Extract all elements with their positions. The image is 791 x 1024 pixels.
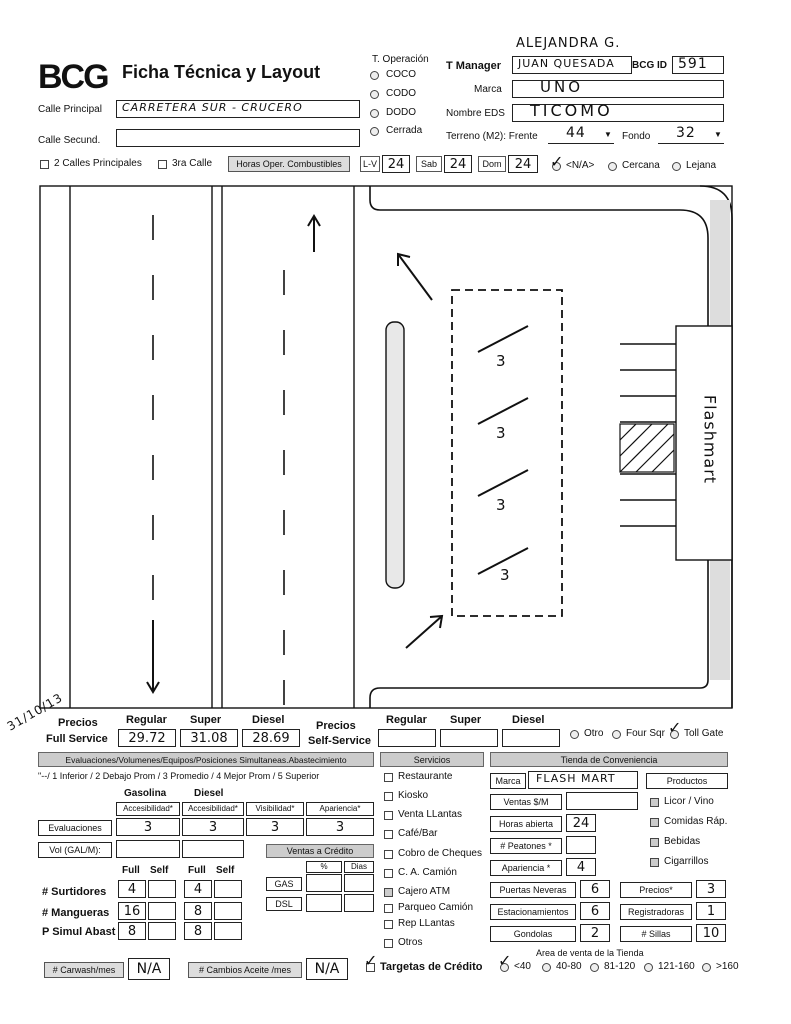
bcg-id-label: BCG ID: [632, 60, 667, 71]
parqueo-camion-checkbox[interactable]: [384, 904, 393, 913]
area-checkmark-icon: ✓: [498, 953, 512, 970]
bebidas-label: Bebidas: [664, 836, 701, 847]
four-sqr-label: Four Sqr: [626, 728, 665, 739]
comidas-rap-label: Comidas Ráp.: [664, 816, 728, 827]
full-service-label: Full Service: [46, 733, 108, 745]
dsl-credit-pct[interactable]: [306, 894, 342, 912]
tienda-precios-field[interactable]: 3: [696, 880, 726, 898]
simul-label: P Simul Abast: [42, 926, 116, 938]
lejana-label: Lejana: [686, 160, 717, 171]
precios-full-label: Precios: [58, 717, 98, 729]
self-service-label: Self-Service: [308, 735, 371, 747]
marca-label: Marca: [474, 84, 502, 95]
registradoras-field[interactable]: 1: [696, 902, 726, 920]
cercana-label: Cercana: [622, 160, 660, 171]
full-gas-label: Full: [122, 865, 140, 876]
self-diesel-field[interactable]: [502, 729, 560, 747]
tienda-marca-label: Marca: [490, 773, 526, 789]
cerrada-label: Cerrada: [386, 125, 423, 136]
gasolina-label: Gasolina: [124, 788, 167, 799]
restaurante-checkbox[interactable]: [384, 773, 393, 782]
t-operacion-label: T. Operación: [372, 54, 429, 65]
fondo-chevron-down-icon[interactable]: ▼: [714, 130, 722, 139]
sillas-label: # Sillas: [620, 926, 692, 942]
full-regular-field[interactable]: 29.72: [118, 729, 176, 747]
visibilidad-label: Visibilidad*: [246, 802, 304, 816]
cobro-cheques-checkbox[interactable]: [384, 850, 393, 859]
area-40-80-label: 40-80: [556, 961, 582, 972]
diesel-label-self: Diesel: [512, 714, 545, 726]
t-manager-label: T Manager: [446, 60, 502, 72]
ventas-credito-header: Ventas a Crédito: [266, 844, 374, 858]
toll-gate-label: Toll Gate: [684, 728, 724, 739]
super-label-self: Super: [450, 714, 482, 726]
eval-accesibilidad-dsl[interactable]: 3: [182, 818, 244, 836]
lv-field[interactable]: 24: [382, 155, 410, 173]
mangueras-gas-full[interactable]: 16: [118, 902, 146, 920]
servicios-header: Servicios: [380, 752, 484, 767]
pump-2-value: 3: [496, 424, 507, 442]
t-manager-value: JUAN QUESADA: [518, 57, 615, 70]
area-81-120-label: 81-120: [604, 961, 636, 972]
surtidores-gas-self[interactable]: [148, 880, 176, 898]
evaluaciones-label: Evaluaciones: [38, 820, 112, 836]
marca-value: UNO: [540, 78, 584, 96]
dias-label: Dias: [344, 861, 374, 873]
apariencia-label: Apariencia*: [306, 802, 374, 816]
full-diesel-field[interactable]: 28.69: [242, 729, 300, 747]
full-super-field[interactable]: 31.08: [180, 729, 238, 747]
vol-dsl-field[interactable]: [182, 840, 244, 858]
otros-label: Otros: [398, 937, 423, 948]
regular-label-full: Regular: [126, 714, 167, 726]
otro-radio[interactable]: [570, 730, 579, 739]
codo-label: CODO: [386, 88, 416, 99]
puertas-neveras-label: Puertas Neveras: [490, 882, 576, 898]
estacionamientos-field[interactable]: 6: [580, 902, 610, 920]
eval-accesibilidad-gas[interactable]: 3: [116, 818, 180, 836]
gas-credit-dias[interactable]: [344, 874, 374, 892]
simul-dsl-self[interactable]: [214, 922, 242, 940]
cigarrillos-checkbox[interactable]: [650, 858, 659, 867]
lv-label: L-V: [360, 156, 380, 172]
na-label: <N/A>: [566, 160, 595, 171]
venta-llantas-label: Venta LLantas: [398, 809, 462, 820]
coco-label: COCO: [386, 69, 416, 80]
exit-arrow-icon: [398, 254, 432, 300]
evaluaciones-header: Evaluaciones/Volumenes/Equipos/Posiciones Simultaneas.Abastecimiento: [38, 752, 374, 767]
carwash-field[interactable]: N/A: [128, 958, 170, 980]
area-121-160-radio[interactable]: [644, 963, 653, 972]
calle-principal-label: Calle Principal: [38, 104, 102, 115]
venta-llantas-checkbox[interactable]: [384, 811, 393, 820]
rep-llantas-label: Rep LLantas: [398, 918, 455, 929]
dodo-label: DODO: [386, 107, 416, 118]
full-dsl-label: Full: [188, 865, 206, 876]
sab-label: Sab: [416, 156, 442, 172]
tienda-marca-value: FLASH MART: [536, 772, 616, 785]
restaurante-label: Restaurante: [398, 771, 453, 782]
frente-chevron-down-icon[interactable]: ▼: [604, 130, 612, 139]
pump-3-value: 3: [496, 496, 507, 514]
self-regular-field[interactable]: [378, 729, 436, 747]
parking-stripes: [620, 344, 676, 526]
carwash-button[interactable]: # Carwash/mes: [44, 962, 124, 978]
bcg-logo: BCG: [38, 58, 108, 96]
vol-gas-field[interactable]: [116, 840, 180, 858]
t-manager-note: ALEJANDRA G.: [516, 36, 621, 51]
mangueras-gas-self[interactable]: [148, 902, 176, 920]
island: [386, 322, 404, 588]
ventas-field[interactable]: [566, 792, 638, 810]
cajero-atm-label: Cajero ATM: [398, 886, 451, 897]
diesel-eval-label: Diesel: [194, 788, 224, 799]
page-title: Ficha Técnica y Layout: [122, 62, 321, 82]
toll-gate-checkmark-icon: ✓: [668, 720, 682, 737]
tienda-header: Tienda de Conveniencia: [490, 752, 728, 767]
tienda-apariencia-label: Apariencia *: [490, 860, 562, 876]
licor-vino-label: Licor / Vino: [664, 796, 714, 807]
comidas-rap-checkbox[interactable]: [650, 818, 659, 827]
pump-4-value: 3: [500, 566, 511, 584]
rep-llantas-checkbox[interactable]: [384, 920, 393, 929]
diesel-label-full: Diesel: [252, 714, 285, 726]
dos-calles-label: 2 Calles Principales: [54, 158, 142, 169]
pct-label: %: [306, 861, 342, 873]
calle-principal-value: CARRETERA SUR - CRUCERO: [122, 101, 303, 114]
ca-camion-checkbox[interactable]: [384, 869, 393, 878]
targetas-credito-label: Targetas de Crédito: [380, 961, 483, 973]
otros-checkbox[interactable]: [384, 939, 393, 948]
area-venta-label: Area de venta de la Tienda: [536, 948, 644, 958]
kiosko-checkbox[interactable]: [384, 792, 393, 801]
precios-self-label: Precios: [316, 720, 356, 732]
cambios-aceite-button[interactable]: # Cambios Aceite /mes: [188, 962, 302, 978]
tienda-apariencia-field[interactable]: 4: [566, 858, 596, 876]
simul-gas-self[interactable]: [148, 922, 176, 940]
parqueo-camion-label: Parqueo Camión: [398, 902, 474, 913]
regular-label-self: Regular: [386, 714, 427, 726]
ventas-label: Ventas $/M: [490, 794, 562, 810]
surtidores-label: # Surtidores: [42, 886, 107, 898]
entry-arrow-icon: [406, 616, 442, 648]
calle-secund-label: Calle Secund.: [38, 135, 101, 146]
gas-credit-pct[interactable]: [306, 874, 342, 892]
evaluation-scale: "--/ 1 Inferior / 2 Debajo Prom / 3 Promedio / 4 Mejor Prom / 5 Superior: [38, 771, 320, 781]
super-label-full: Super: [190, 714, 222, 726]
terreno-label: Terreno (M2): Frente: [446, 131, 538, 142]
puertas-neveras-field[interactable]: 6: [580, 880, 610, 898]
surtidores-dsl-self[interactable]: [214, 880, 242, 898]
horas-abierta-field[interactable]: 24: [566, 814, 596, 832]
dsl-credit-label: DSL: [266, 897, 302, 911]
gas-credit-label: GAS: [266, 877, 302, 891]
dsl-credit-dias[interactable]: [344, 894, 374, 912]
peatones-field[interactable]: [566, 836, 596, 854]
nombre-eds-value: TICOMO: [530, 101, 613, 120]
area-81-120-radio[interactable]: [590, 963, 599, 972]
bebidas-checkbox[interactable]: [650, 838, 659, 847]
fondo-label: Fondo: [622, 131, 651, 142]
area-gt160-radio[interactable]: [702, 963, 711, 972]
cigarrillos-label: Cigarrillos: [664, 856, 709, 867]
eval-visibilidad[interactable]: 3: [246, 818, 304, 836]
surtidores-gas-full[interactable]: 4: [118, 880, 146, 898]
store-label: Flashmart: [700, 394, 720, 485]
area-lt40-label: <40: [514, 961, 531, 972]
cambios-aceite-field[interactable]: N/A: [306, 958, 348, 980]
kiosko-label: Kiosko: [398, 790, 429, 801]
date-note: 31/10/13: [4, 690, 66, 734]
self-dsl-label: Self: [216, 865, 235, 876]
nombre-eds-label: Nombre EDS: [446, 108, 505, 119]
registradoras-label: Registradoras: [620, 904, 692, 920]
mangueras-dsl-self[interactable]: [214, 902, 242, 920]
vol-label: Vol (GAL/M):: [38, 842, 112, 858]
surtidores-dsl-full[interactable]: 4: [184, 880, 212, 898]
self-gas-label: Self: [150, 865, 169, 876]
frente-value: 44: [566, 125, 586, 141]
gondolas-field[interactable]: 2: [580, 924, 610, 942]
tienda-precios-label: Precios*: [620, 882, 692, 898]
dom-label: Dom: [478, 156, 506, 172]
otro-label: Otro: [584, 728, 604, 739]
area-40-80-radio[interactable]: [542, 963, 551, 972]
sab-field[interactable]: 24: [444, 155, 472, 173]
simul-gas-full[interactable]: 8: [118, 922, 146, 940]
dom-field[interactable]: 24: [508, 155, 538, 173]
area-gt160-label: >160: [716, 961, 739, 972]
checkmark-icon: ✓: [550, 154, 564, 171]
estacionamientos-label: Estacionamientos: [490, 904, 576, 920]
targetas-checkmark-icon: ✓: [364, 953, 378, 970]
gondolas-label: Gondolas: [490, 926, 576, 942]
mangueras-dsl-full[interactable]: 8: [184, 902, 212, 920]
tres-calle-label: 3ra Calle: [172, 158, 213, 169]
cobro-cheques-label: Cobro de Cheques: [398, 848, 482, 859]
cafe-bar-label: Café/Bar: [398, 828, 438, 839]
peatones-label: # Peatones *: [490, 838, 562, 854]
simul-dsl-full[interactable]: 8: [184, 922, 212, 940]
eval-apariencia[interactable]: 3: [306, 818, 374, 836]
horas-oper-button[interactable]: Horas Oper. Combustibles: [228, 156, 350, 172]
area-121-160-label: 121-160: [658, 961, 695, 972]
productos-label: Productos: [646, 773, 728, 789]
sillas-field[interactable]: 10: [696, 924, 726, 942]
pump-1-value: 3: [496, 352, 507, 370]
lot-boundary: [370, 186, 708, 708]
four-sqr-radio[interactable]: [612, 730, 621, 739]
cajero-atm-checkbox[interactable]: [384, 888, 393, 897]
self-super-field[interactable]: [440, 729, 498, 747]
mangueras-label: # Mangueras: [42, 907, 110, 919]
hatched-area: [620, 424, 674, 472]
horas-abierta-label: Horas abierta: [490, 816, 562, 832]
accesibilidad-gas-label: Accesibilidad*: [116, 802, 180, 816]
licor-vino-checkbox[interactable]: [650, 798, 659, 807]
fondo-value: 32: [676, 125, 696, 141]
cafe-bar-checkbox[interactable]: [384, 830, 393, 839]
accesibilidad-dsl-label: Accesibilidad*: [182, 802, 244, 816]
bcg-id-value: 591: [678, 56, 708, 72]
ca-camion-label: C. A. Camión: [398, 867, 457, 878]
